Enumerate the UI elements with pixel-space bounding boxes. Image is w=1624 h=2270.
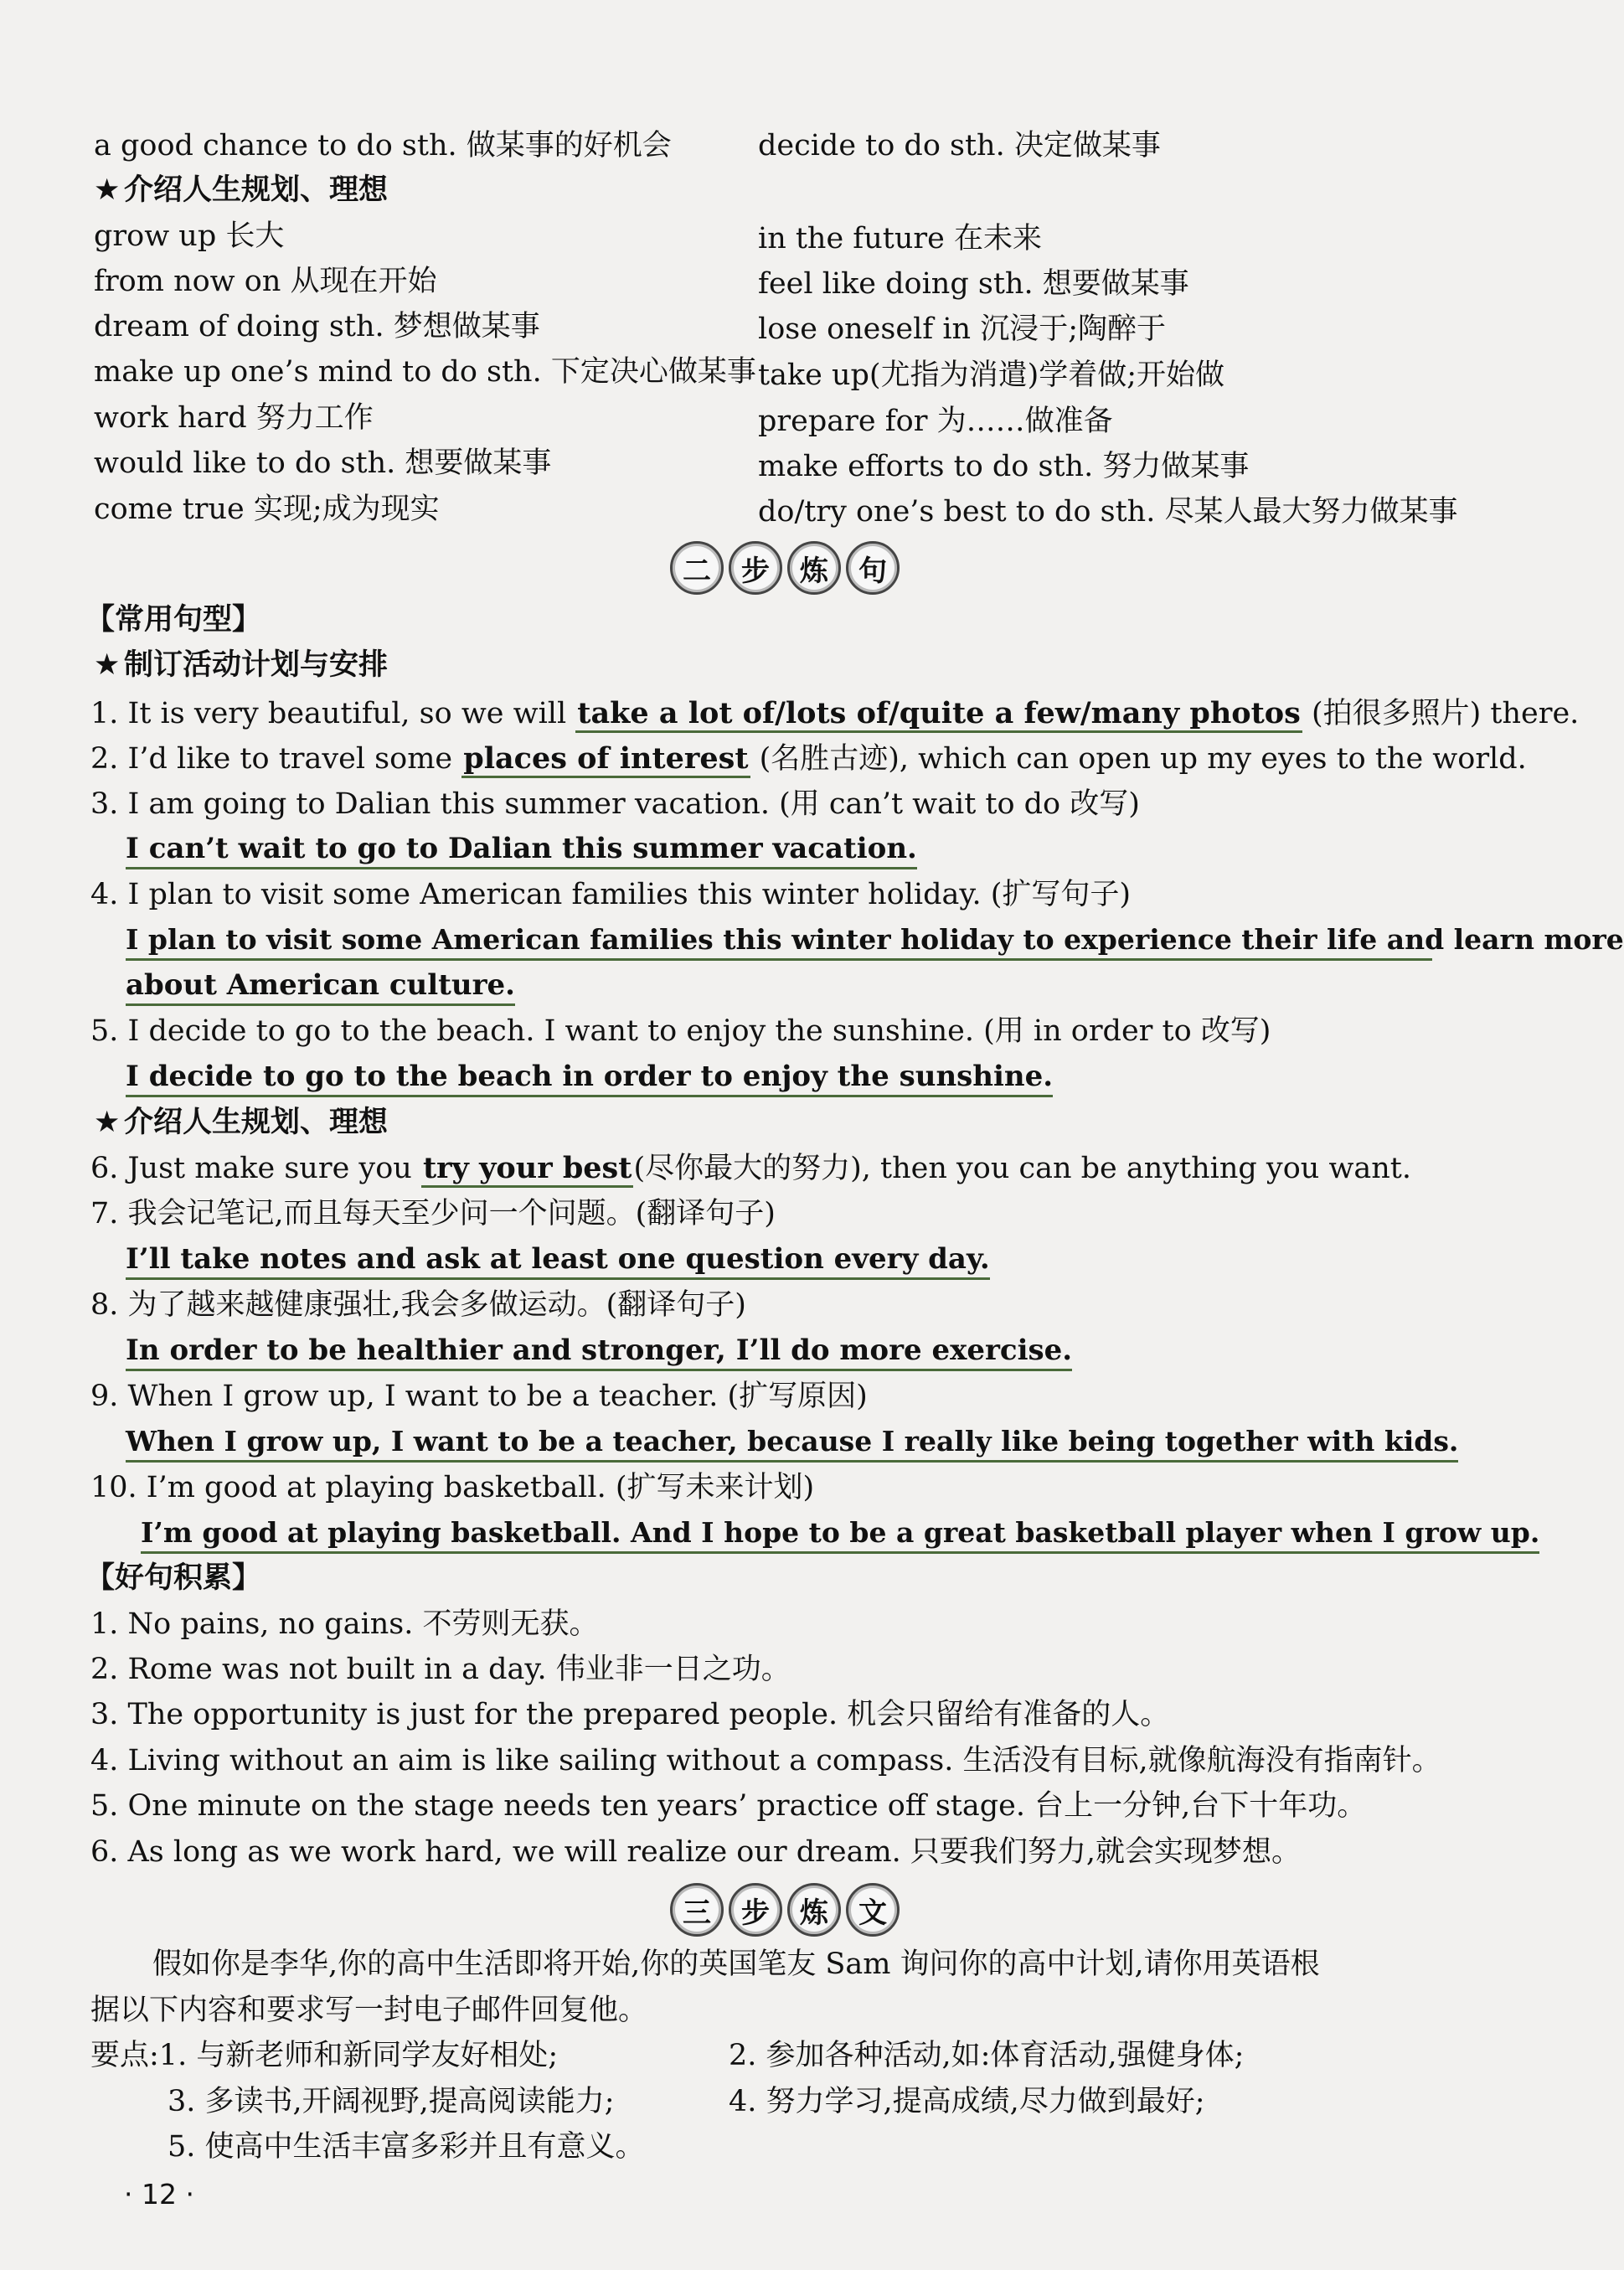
seal-char: 句 [846,541,900,595]
sentence-7: 7. 我会记笔记,而且每天至少问一个问题。(翻译句子) [90,1197,776,1230]
heading-plan: ★ 制订活动计划与安排 [94,648,389,682]
life-left-5: would like to do sth. 想要做某事 [94,446,552,480]
sentence-3: 3. I am going to Dalian this summer vacation. (用 can’t wait to do 改写) [90,787,1140,821]
life-right-2: lose oneself in 沉浸于;陶醉于 [758,312,1166,346]
sentence-4: 4. I plan to visit some American families this winter holiday. (扩写句子) [90,878,1132,911]
sentence-9: 9. When I grow up, I want to be a teacher. (扩写原因) [90,1380,868,1413]
life-right-6: do/try one’s best to do sth. 尽某人最大努力做某事 [758,495,1458,529]
good-sentence-3: 3. The opportunity is just for the prepared people. 机会只留给有准备的人。 [90,1698,1170,1731]
section-title-step3 [670,1883,900,1937]
writing-prompt-line2: 据以下内容和要求写一封电子邮件回复他。 [90,1994,648,2027]
section-title-step2 [670,541,900,595]
point-4: 4. 努力学习,提高成绩,尽力做到最好; [729,2085,1205,2118]
page-number: · 12 · [124,2178,194,2211]
life-left-6: come true 实现;成为现实 [94,493,440,526]
life-left-4: work hard 努力工作 [94,401,374,435]
life-left-2: dream of doing sth. 梦想做某事 [94,310,540,343]
good-sentence-1: 1. No pains, no gains. 不劳则无获。 [90,1607,599,1641]
heading-life: ★ 介绍人生规划、理想 [94,1106,389,1139]
sentence-5: 5. I decide to go to the beach. I want to enjoy the sunshine. (用 in order to 改写) [90,1014,1271,1048]
seal-char: 三 [670,1883,724,1937]
answer-1: take a lot of/lots of/quite a few/many photos [575,696,1302,733]
answer-8: In order to be healthier and stronger, I’ll do more exercise. [126,1332,1072,1371]
star-icon: ★ [94,1106,121,1139]
life-left-3: make up one’s mind to do sth. 下定决心做某事 [94,355,756,389]
good-sentence-5: 5. One minute on the stage needs ten years’ practice off stage. 台上一分钟,台下十年功。 [90,1789,1367,1823]
seal-char: 步 [729,1883,782,1937]
point-3: 3. 多读书,开阔视野,提高阅读能力; [168,2085,615,2118]
life-left-1: from now on 从现在开始 [94,265,437,298]
star-icon: ★ [94,648,121,682]
good-sentence-2: 2. Rome was not built in a day. 伟业非一日之功。 [90,1653,791,1686]
sentence-10: 10. I’m good at playing basketball. (扩写未来计划) [90,1471,815,1504]
seal-char: 步 [729,541,782,595]
star-icon: ★ [94,173,121,207]
sentence-8: 8. 为了越来越健康强壮,我会多做运动。(翻译句子) [90,1288,746,1322]
answer-4-line2: about American culture. [126,967,515,1006]
sentence-1: 1. It is very beautiful, so we will take a lot of/lots of/quite a few/many photos (拍很多照片) there. [90,695,1579,732]
heading-life-plan: ★ 介绍人生规划、理想 [94,173,389,207]
answer-2: places of interest [461,741,750,778]
phrase-right-0: decide to do sth. 决定做某事 [758,129,1161,163]
answer-5: I decide to go to the beach in order to enjoy the sunshine. [126,1058,1053,1097]
common-patterns-label: 【常用句型】 [85,603,262,637]
good-sentence-4: 4. Living without an aim is like sailing without a compass. 生活没有目标,就像航海没有指南针。 [90,1744,1441,1777]
answer-9: When I grow up, I want to be a teacher, because I really like being together with kids. [126,1423,1458,1463]
life-right-3: take up(尤指为消遣)学着做;开始做 [758,359,1225,392]
life-right-0: in the future 在未来 [758,222,1042,255]
sentence-2: 2. I’d like to travel some places of interest (名胜古迹), which can open up my eyes to the world. [90,740,1527,777]
answer-3: I can’t wait to go to Dalian this summer vacation. [126,830,917,869]
life-right-1: feel like doing sth. 想要做某事 [758,267,1189,301]
point-5: 5. 使高中生活丰富多彩并且有意义。 [168,2130,645,2164]
life-right-5: make efforts to do sth. 努力做某事 [758,450,1250,483]
good-sentences-label: 【好句积累】 [85,1561,262,1595]
life-left-0: grow up 长大 [94,219,285,253]
writing-prompt-line1: 假如你是李华,你的高中生活即将开始,你的英国笔友 Sam 询问你的高中计划,请你用英语根 [152,1948,1320,1981]
points-row-1: 要点:1. 与新老师和新同学友好相处; [90,2039,559,2072]
life-right-4: prepare for 为……做准备 [758,405,1113,438]
seal-char: 文 [846,1883,900,1937]
seal-char: 炼 [787,1883,841,1937]
point-2: 2. 参加各种活动,如:体育活动,强健身体; [729,2039,1245,2072]
good-sentence-6: 6. As long as we work hard, we will realize our dream. 只要我们努力,就会实现梦想。 [90,1835,1302,1869]
seal-char: 炼 [787,541,841,595]
answer-6: try your best [421,1151,634,1188]
answer-4-line1: I plan to visit some American families this winter holiday to experience their life and learn more [126,921,1432,961]
phrase-left-0: a good chance to do sth. 做某事的好机会 [94,129,672,163]
answer-10: I’m good at playing basketball. And I hope to be a great basketball player when I grow up. [141,1514,1539,1554]
sentence-6: 6. Just make sure you try your best(尽你最大的努力), then you can be anything you want. [90,1150,1411,1187]
answer-7: I’ll take notes and ask at least one question every day. [126,1241,990,1280]
seal-char: 二 [670,541,724,595]
